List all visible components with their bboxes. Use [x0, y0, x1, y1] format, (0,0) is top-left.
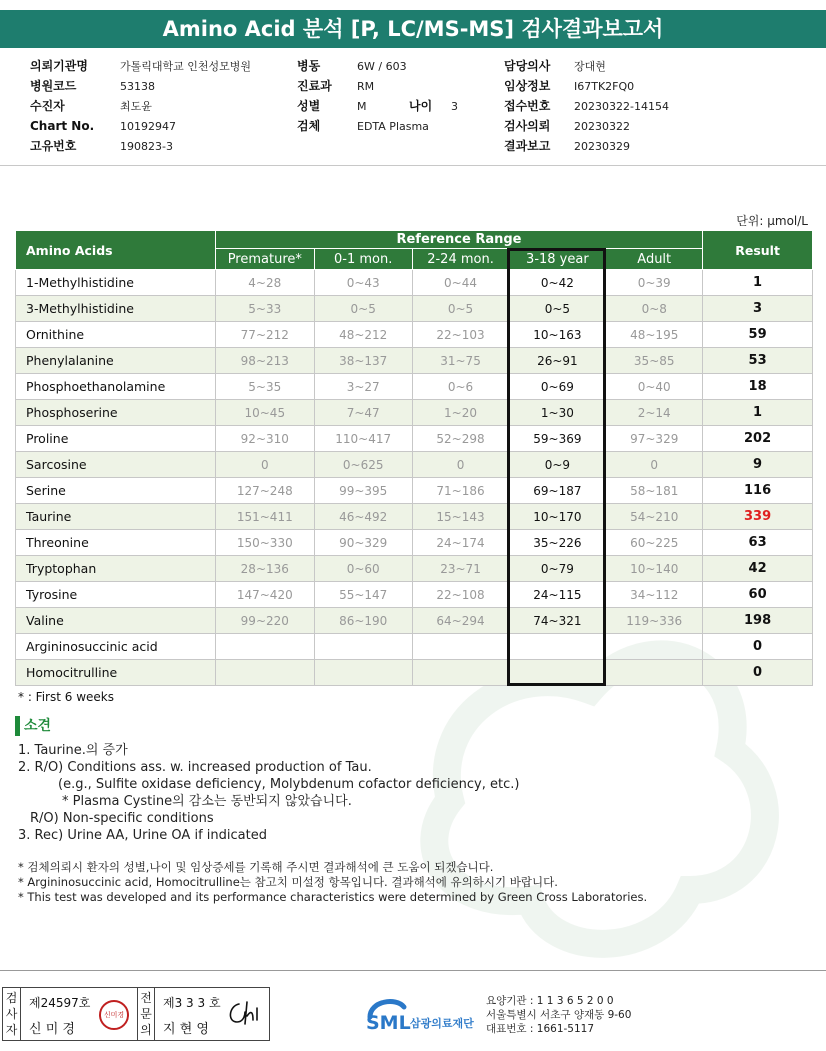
table-row	[16, 452, 813, 478]
amino-acid-name: Threonine	[16, 530, 216, 556]
info-label: 검체	[297, 119, 321, 133]
info-value: I67TK2FQ0	[574, 80, 635, 93]
info-label: Chart No.	[30, 119, 95, 133]
reference-range-cell: 98~213	[215, 348, 314, 374]
reference-range-cell: 99~220	[215, 608, 314, 634]
result-cell: 116	[703, 478, 813, 504]
info-label: 수진자	[30, 99, 65, 113]
reference-range-cell: 97~329	[606, 426, 703, 452]
amino-acid-table	[15, 230, 813, 686]
unit-label: 단위: μmol/L	[736, 214, 808, 228]
reference-range-cell: 28~136	[215, 556, 314, 582]
reference-range-cell: 64~294	[412, 608, 509, 634]
info-value: 10192947	[120, 120, 176, 133]
reference-range-cell	[412, 660, 509, 686]
reference-range-cell: 58~181	[606, 478, 703, 504]
result-cell: 1	[703, 400, 813, 426]
table-footnote: * : First 6 weeks	[18, 690, 114, 704]
reference-range-cell: 10~163	[509, 322, 606, 348]
care-org-number: 요양기관 : 1 1 3 6 5 2 0 0	[486, 995, 614, 1007]
info-label: 의뢰기관명	[30, 59, 88, 73]
reference-range-cell: 0~43	[314, 270, 412, 296]
reference-range-cell: 60~225	[606, 530, 703, 556]
tester-vertical-label: 검사자	[3, 988, 21, 1040]
result-cell: 42	[703, 556, 813, 582]
reference-range-cell	[509, 634, 606, 660]
reference-range-cell: 151~411	[215, 504, 314, 530]
finding-line: 1. Taurine.의 증가	[18, 743, 128, 758]
reference-range-cell: 10~170	[509, 504, 606, 530]
amino-acid-name: 1-Methylhistidine	[16, 270, 216, 296]
info-label: 접수번호	[504, 99, 551, 113]
info-value: 20230329	[574, 140, 630, 153]
table-row	[16, 530, 813, 556]
info-column-2	[297, 56, 458, 136]
header-divider	[0, 165, 826, 166]
result-cell: 18	[703, 374, 813, 400]
info-label: 병동	[297, 59, 321, 73]
reference-range-cell	[509, 660, 606, 686]
result-cell: 63	[703, 530, 813, 556]
report-title: Amino Acid 분석 [P, LC/MS-MS] 검사결과보고서	[0, 10, 826, 48]
subheader-age-group: 3-18 year	[509, 249, 606, 270]
info-value: 장대현	[574, 60, 606, 73]
reference-range-cell	[606, 634, 703, 660]
reference-range-cell: 0~42	[509, 270, 606, 296]
result-cell: 60	[703, 582, 813, 608]
finding-line: R/O) Non-specific conditions	[30, 811, 214, 826]
reference-range-cell: 55~147	[314, 582, 412, 608]
reference-range-cell: 4~28	[215, 270, 314, 296]
signature-box	[2, 987, 270, 1041]
doctor-vertical-label: 전문의	[137, 988, 155, 1040]
org-address: 서울특별시 서초구 양재동 9-60	[486, 1009, 632, 1021]
reference-range-cell: 0~5	[314, 296, 412, 322]
report-notes	[18, 860, 647, 905]
info-label: 결과보고	[504, 139, 551, 153]
info-value-age: 3	[451, 100, 458, 113]
reference-range-cell: 59~369	[509, 426, 606, 452]
reference-range-cell: 24~174	[412, 530, 509, 556]
reference-range-cell: 71~186	[412, 478, 509, 504]
reference-range-cell: 52~298	[412, 426, 509, 452]
reference-range-cell: 90~329	[314, 530, 412, 556]
subheader-age-group: Premature*	[215, 249, 314, 270]
amino-acid-name: Argininosuccinic acid	[16, 634, 216, 660]
info-column-1	[30, 56, 251, 156]
reference-range-cell: 110~417	[314, 426, 412, 452]
org-contact	[486, 994, 631, 1036]
reference-range-cell	[412, 634, 509, 660]
header-amino-acids: Amino Acids	[16, 231, 216, 270]
note-line: * 검체의뢰시 환자의 성별,나이 및 임상증세를 기록해 주시면 결과해석에 큰 도움이 되겠습니다.	[18, 860, 494, 874]
reference-range-cell: 0	[412, 452, 509, 478]
result-cell: 9	[703, 452, 813, 478]
subheader-age-group: 0-1 mon.	[314, 249, 412, 270]
reference-range-cell: 35~226	[509, 530, 606, 556]
reference-range-cell: 147~420	[215, 582, 314, 608]
result-cell: 202	[703, 426, 813, 452]
reference-range-cell	[606, 660, 703, 686]
reference-range-cell: 31~75	[412, 348, 509, 374]
reference-range-cell: 0~69	[509, 374, 606, 400]
result-cell: 3	[703, 296, 813, 322]
reference-range-cell: 0~39	[606, 270, 703, 296]
doctor-license: 제3 3 3 호	[163, 996, 221, 1010]
reference-range-cell: 22~108	[412, 582, 509, 608]
finding-line: 2. R/O) Conditions ass. w. increased production of Tau.	[18, 760, 372, 775]
table-row	[16, 322, 813, 348]
amino-acid-name: Valine	[16, 608, 216, 634]
reference-range-cell: 0~5	[509, 296, 606, 322]
amino-acid-name: Serine	[16, 478, 216, 504]
reference-range-cell: 1~20	[412, 400, 509, 426]
table-row	[16, 582, 813, 608]
amino-acid-name: Phosphoserine	[16, 400, 216, 426]
reference-range-cell: 77~212	[215, 322, 314, 348]
reference-range-cell: 35~85	[606, 348, 703, 374]
info-value: 최도윤	[120, 100, 152, 113]
reference-range-cell: 3~27	[314, 374, 412, 400]
reference-range-cell	[215, 634, 314, 660]
reference-range-cell: 48~195	[606, 322, 703, 348]
reference-range-cell: 0~625	[314, 452, 412, 478]
info-label: 성별	[297, 99, 321, 113]
findings-heading: 소견	[15, 716, 51, 736]
org-phone: 대표번호 : 1661-5117	[486, 1023, 595, 1035]
reference-range-cell: 150~330	[215, 530, 314, 556]
header-reference-range: Reference Range	[215, 231, 702, 249]
reference-range-cell: 1~30	[509, 400, 606, 426]
reference-range-cell: 5~35	[215, 374, 314, 400]
info-label: 임상정보	[504, 79, 551, 93]
reference-range-cell: 86~190	[314, 608, 412, 634]
tester-license: 제24597호	[29, 996, 91, 1010]
reference-range-cell: 0	[606, 452, 703, 478]
info-value: RM	[357, 80, 375, 93]
info-column-3	[504, 56, 669, 156]
sml-logo	[366, 995, 484, 1039]
reference-range-cell: 0~6	[412, 374, 509, 400]
info-label: 진료과	[297, 79, 332, 93]
amino-acid-name: Phenylalanine	[16, 348, 216, 374]
reference-range-cell: 24~115	[509, 582, 606, 608]
info-value: 가톨릭대학교 인천성모병원	[120, 60, 252, 73]
result-cell: 1	[703, 270, 813, 296]
reference-range-cell: 0~60	[314, 556, 412, 582]
info-value: EDTA Plasma	[357, 120, 429, 133]
finding-line: (e.g., Sulfite oxidase deficiency, Molybdenum cofactor deficiency, etc.)	[58, 777, 520, 792]
amino-acid-name: Sarcosine	[16, 452, 216, 478]
reference-range-cell: 10~45	[215, 400, 314, 426]
info-value: 20230322	[574, 120, 630, 133]
doctor-signature-icon	[225, 998, 263, 1030]
reference-range-cell: 2~14	[606, 400, 703, 426]
result-cell: 59	[703, 322, 813, 348]
reference-range-cell: 0~44	[412, 270, 509, 296]
amino-acid-name: Tryptophan	[16, 556, 216, 582]
findings-text	[18, 742, 519, 844]
info-label: 담당의사	[504, 59, 551, 73]
info-value: 190823-3	[120, 140, 173, 153]
reference-range-cell: 99~395	[314, 478, 412, 504]
subheader-age-group: 2-24 mon.	[412, 249, 509, 270]
reference-range-cell: 34~112	[606, 582, 703, 608]
tester-seal-stamp: 신미경	[99, 1000, 129, 1030]
reference-range-cell: 0~9	[509, 452, 606, 478]
reference-range-cell: 0~79	[509, 556, 606, 582]
reference-range-cell: 48~212	[314, 322, 412, 348]
reference-range-cell: 5~33	[215, 296, 314, 322]
reference-range-cell	[314, 634, 412, 660]
amino-acid-name: Homocitrulline	[16, 660, 216, 686]
info-value: M	[357, 100, 367, 113]
table-row	[16, 608, 813, 634]
amino-acid-name: 3-Methylhistidine	[16, 296, 216, 322]
reference-range-cell: 22~103	[412, 322, 509, 348]
table-row	[16, 504, 813, 530]
org-name: 삼광의료재단	[410, 1017, 474, 1030]
tester-name: 신 미 경	[29, 1022, 75, 1037]
reference-range-cell: 10~140	[606, 556, 703, 582]
info-label: 고유번호	[30, 139, 77, 153]
reference-range-cell: 119~336	[606, 608, 703, 634]
result-cell: 198	[703, 608, 813, 634]
reference-range-cell: 127~248	[215, 478, 314, 504]
note-line: * This test was developed and its performance characteristics were determined by Green Cross Laboratories.	[18, 890, 648, 904]
table-row	[16, 348, 813, 374]
reference-range-cell: 54~210	[606, 504, 703, 530]
note-line: * Argininosuccinic acid, Homocitrulline는 참고치 미설정 항목입니다. 결과해석에 유의하시기 바랍니다.	[18, 875, 558, 889]
reference-range-cell: 26~91	[509, 348, 606, 374]
doctor-name: 지 현 영	[163, 1022, 209, 1037]
info-label: 병원코드	[30, 79, 77, 93]
result-cell: 339	[703, 504, 813, 530]
table-row	[16, 478, 813, 504]
reference-range-cell: 7~47	[314, 400, 412, 426]
result-cell: 0	[703, 660, 813, 686]
table-row	[16, 296, 813, 322]
info-label-age: 나이	[409, 99, 433, 113]
reference-range-cell: 0~5	[412, 296, 509, 322]
reference-range-cell: 74~321	[509, 608, 606, 634]
table-row	[16, 426, 813, 452]
table-row	[16, 556, 813, 582]
result-cell: 0	[703, 634, 813, 660]
reference-range-cell: 92~310	[215, 426, 314, 452]
reference-range-cell: 0	[215, 452, 314, 478]
amino-acid-name: Ornithine	[16, 322, 216, 348]
result-cell: 53	[703, 348, 813, 374]
table-row	[16, 660, 813, 686]
info-value: 20230322-14154	[574, 100, 669, 113]
reference-range-cell	[215, 660, 314, 686]
amino-acid-name: Proline	[16, 426, 216, 452]
info-value: 6W / 603	[357, 60, 407, 73]
table-row	[16, 400, 813, 426]
subheader-age-group: Adult	[606, 249, 703, 270]
amino-acid-name: Phosphoethanolamine	[16, 374, 216, 400]
info-label: 검사의뢰	[504, 119, 551, 133]
footer-divider	[0, 970, 826, 971]
sml-logo-icon	[366, 995, 484, 1035]
reference-range-cell: 69~187	[509, 478, 606, 504]
table-row	[16, 634, 813, 660]
info-value: 53138	[120, 80, 155, 93]
reference-range-cell: 0~40	[606, 374, 703, 400]
reference-range-cell: 0~8	[606, 296, 703, 322]
table-row	[16, 270, 813, 296]
finding-line: 3. Rec) Urine AA, Urine OA if indicated	[18, 828, 267, 843]
reference-range-cell: 38~137	[314, 348, 412, 374]
finding-line: * Plasma Cystine의 감소는 동반되지 않았습니다.	[62, 794, 352, 809]
reference-range-cell: 46~492	[314, 504, 412, 530]
amino-acid-name: Taurine	[16, 504, 216, 530]
header-result: Result	[703, 231, 813, 270]
sml-logo-text: SML	[366, 1012, 411, 1034]
table-row	[16, 374, 813, 400]
reference-range-cell	[314, 660, 412, 686]
reference-range-cell: 23~71	[412, 556, 509, 582]
amino-acid-name: Tyrosine	[16, 582, 216, 608]
reference-range-cell: 15~143	[412, 504, 509, 530]
